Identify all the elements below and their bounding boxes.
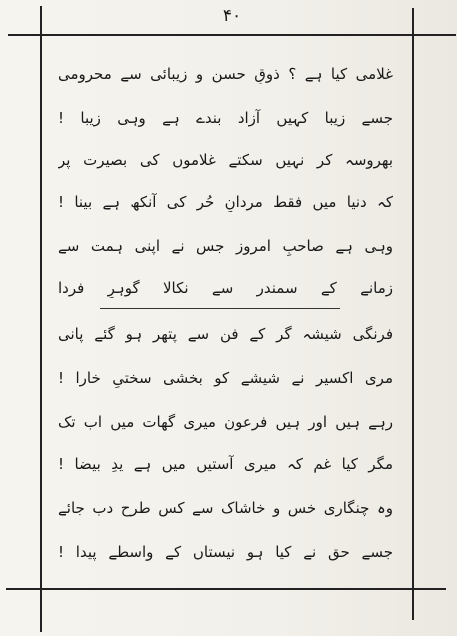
frame-left-rule: [40, 6, 42, 632]
verse-line: مری اکسیر نے شیشے کو بخشی سختیِ خارا !: [58, 369, 393, 387]
verse-line: جسے زیبا کہیں آزاد بندے ہے وہی زیبا !: [58, 109, 393, 127]
verse-line: جسے حق نے کیا ہو نیستاں کے واسطے پیدا !: [58, 543, 393, 561]
verse-line: وہ چنگاری خس و خاشاک سے کس طرح دب جائے: [58, 499, 393, 517]
verse-line: فرنگی شیشہ گر کے فن سے پتھر ہو گئے پانی: [58, 325, 393, 343]
frame-bottom-rule: [6, 588, 446, 590]
frame-top-rule: [8, 34, 456, 36]
verse-line: غلامی کیا ہے ؟ ذوقِ حسن و زیبائی سے محرومی: [58, 65, 393, 83]
verse-line: وہی ہے صاحبِ امروز جس نے اپنی ہمت سے: [58, 237, 393, 255]
verse-line: کہ دنیا میں فقط مردانِ حُر کی آنکھ ہے بینا !: [58, 193, 393, 211]
stanza-separator: [100, 308, 340, 309]
verse-line: مگر کیا غم کہ میری آستیں میں ہے یدِ بیضا !: [58, 455, 393, 473]
frame-right-rule: [412, 8, 414, 620]
page-number: ۴۰: [222, 6, 242, 26]
verse-line: بھروسہ کر نہیں سکتے غلاموں کی بصیرت پر: [58, 151, 393, 169]
verse-line: زمانے کے سمندر سے نکالا گوہرِ فردا: [58, 279, 393, 297]
verse-line: رہے ہیں اور ہیں فرعون میری گھات میں اب تک: [58, 413, 393, 431]
